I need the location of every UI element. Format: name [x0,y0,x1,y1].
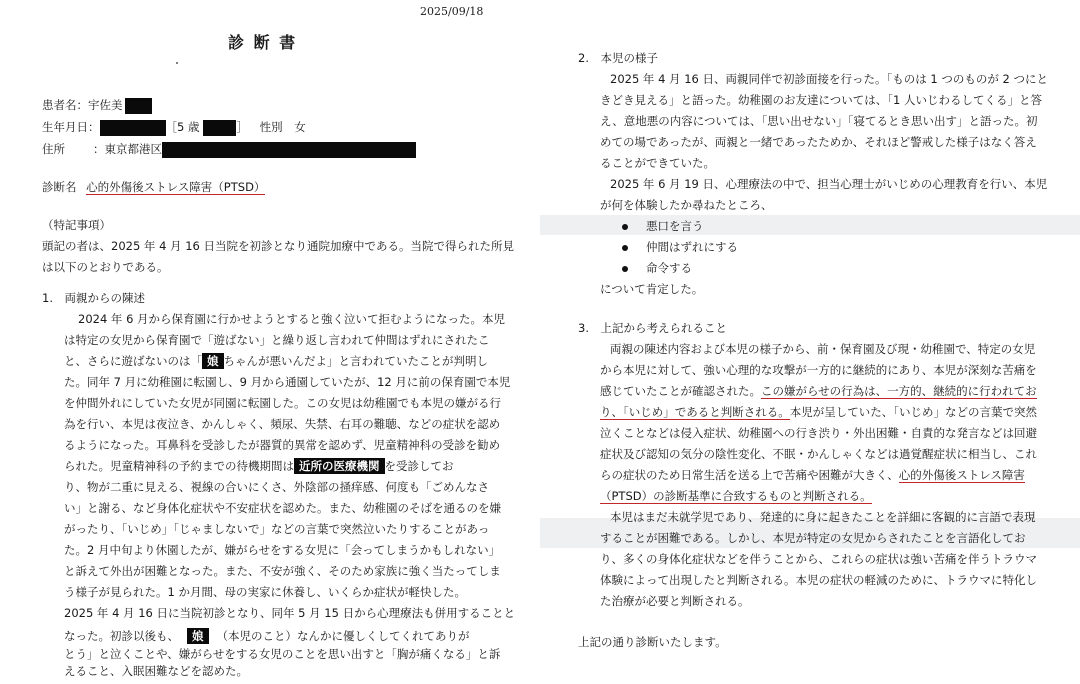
bullet-text: 仲間はずれにする [646,240,738,254]
section-3-text: らの症状のため日常生活を送る上で苦痛や困難が大きく、 [600,468,899,482]
section-1-line [64,351,488,373]
closing-statement: 上記の通り診断いたします。 [578,635,727,649]
section-1-line: とう」と泣くことや、嫌がらせをする女児のことを思い出すと「胸が痛くなる」と訴 [64,647,501,661]
special-notes-heading: （特記事項） [42,218,111,232]
section-3-line: から本児に対して、強い心理的な攻撃が一方的に継続的にあり、本児が深刻な苦痛を [600,363,1037,377]
section-1-heading: 1. 両親からの陳述 [42,291,145,305]
section-1-line: は特定の女児から保育園で「遊ばない」と繰り返し言われて仲間はずれにされたこ [64,333,490,347]
section-1-line: い」と謝る、など身体化症状や不安症状を認めた。また、幼稚園のそばを通るのを嫌 [64,501,501,515]
section-3-line [600,486,872,508]
section-3-text: 本児が呈していた、「いじめ」などの言葉で突然 [789,405,1037,419]
underlined-diagnosis: 心的外傷後ストレス障害 [898,468,1025,482]
bullet-item [622,216,704,238]
sex-label: 性別 [259,120,283,134]
section-1-line: えること、入眠困難などを認めた。 [64,664,248,678]
bullet-icon [622,245,628,251]
section-3-line: た治療が必要と判断される。 [600,594,750,608]
diagnosis-label: 診断名 [42,180,77,194]
section-1-text: られた。児童精神科の予約までの待機期間は [64,459,294,473]
address-label: 住所 [42,142,65,156]
right-page [540,0,1080,684]
section-1-line: た。2 月中旬より休園したが、嫌がらせをする女児に「会ってしまうかもしれない」 [64,543,501,557]
diagnosis-row [42,177,265,199]
section-3-line: 症状及び認知の気分の陰性変化、不眠・かんしゃくなどは過覚醒症状に相当し、これ [600,447,1037,461]
section-1-line: う様子が見られた。1 か月間、母の実家に休養し、いくらか症状が軽快した。 [64,585,466,599]
section-3-line: 両親の陳述内容および本児の様子から、前・保育園及び現・幼稚園で、特定の女児 [610,342,1036,356]
scan-speck [176,62,178,64]
bullet-icon [622,224,628,230]
section-2-line: 2025 年 4 月 16 日、両親同伴で初診面接を行った。「ものは 1 つのものが 2 つにと [610,72,1048,86]
document-date: 2025/09/18 [420,5,484,18]
redacted-name-label: 娘 [187,628,209,644]
section-2-line: めての場であったが、両親と一緒であったためか、それほど警戒した様子はなく答え [600,135,1037,149]
underlined-finding: り、「いじめ」であると判断される。 [600,405,790,419]
section-1-line: た。同年 7 月に幼稚園に転園し、9 月から通園していたが、12 月に前の保育園で本児 [64,375,511,389]
redaction-bar [162,142,416,158]
dob-label: 生年月日： [42,120,100,134]
sex-value: 女 [294,120,306,134]
section-3-line: することが困難である。しかし、本児が特定の女児からされたことを言語化してお [600,531,1026,545]
section-1-line: 2025 年 4 月 16 日に当院初診となり、同年 5 月 15 日から心理療法も併用することと [64,606,516,620]
underlined-finding: この嫌がらせの行為は、一方的、継続的に行われてお [761,384,1037,398]
redaction-bar [203,120,236,136]
section-2-line: について肯定した。 [600,282,704,296]
section-1-text: （本児のこと）なんかに優しくしてくれてありが [216,629,470,643]
section-3-line: り、多くの身体化症状などを伴うことから、これらの症状は強い苦痛を伴うトラウマ [600,552,1037,566]
bullet-item [622,258,692,280]
section-1-text: なった。初診以後も、 [64,629,179,643]
section-2-line: ることができていた。 [600,156,715,170]
section-3-line [600,381,1037,403]
section-1-text: ちゃんが悪いんだよ」と言われていたことが判明し [223,354,488,368]
section-3-line: 体験によって出現したと判断される。本児の症状の軽減のために、トラウマに特化し [600,573,1037,587]
section-1-line: 為を行い、本児は夜泣き、かんしゃく、頻尿、失禁、右耳の難聴、などの症状を認め [64,417,501,431]
bullet-icon [622,266,628,272]
redacted-clinic-label: 近所の医療機関 [294,458,385,474]
section-1-text: と、さらに遊ばないのは「 [64,354,202,368]
section-1-line: り、物が二重に見える、視線の合いにくさ、外陰部の掻痒感、何度も「ごめんなさ [64,480,490,494]
section-1-text: を受診してお [384,459,454,473]
patient-name-row [42,95,152,117]
section-2-line: きどき見える」と語った。幼稚園のお友達については、「1 人いじわるしてくる」と答 [600,93,1042,107]
age-open: ［5 歳 [165,120,200,134]
scan-shadow [540,215,1080,235]
address-value: ：東京都港区 [93,142,162,156]
diagnosis-value: 心的外傷後ストレス障害（PTSD） [86,180,266,194]
bullet-text: 命令する [646,261,692,275]
age-close: ］ [236,120,248,134]
section-2-line: え、意地悪の内容については、「思い出せない」「寝てるとき思い出す」と語った。初 [600,114,1038,128]
section-3-line [600,402,1037,424]
bullet-item [622,237,738,259]
special-notes-line: 頭記の者は、2025 年 4 月 16 日当院を初診となり通院加療中である。当院で得られた所見 [42,239,514,253]
patient-name-value: ：宇佐美 [76,98,123,112]
patient-dob-row [42,117,306,139]
section-3-line: 泣くことなどは侵入症状、幼稚園への行き渋り・外出困難・自責的な発言などは回避 [600,426,1037,440]
section-3-heading: 3. 上記から考えられること [578,321,727,335]
section-2-line: が何を体験したか尋ねたところ、 [600,198,773,212]
section-1-line [64,456,454,478]
bullet-text: 悪口を言う [646,219,704,233]
section-3-text: 感じていたことが確認された。 [600,384,761,398]
section-2-line: 2025 年 6 月 19 日、心理療法の中で、担当心理士がいじめの心理教育を行い、本児 [610,177,1048,191]
redacted-name-label: 娘 [202,353,224,369]
section-3-line: 本児はまだ未就学児であり、発達的に身に起きたことを詳細に客観的に言語で表現 [610,510,1036,524]
patient-address-row [42,139,416,161]
underlined-diagnosis: （PTSD）の診断基準に合致するものと判断される。 [600,489,872,503]
section-1-line [64,627,470,645]
redaction-bar [100,120,166,136]
patient-name-label: 患者名 [42,98,77,112]
redaction-bar [125,98,152,114]
section-2-heading: 2. 本児の様子 [578,51,658,65]
document-title: 診 断 書 [228,33,298,52]
section-1-line: がったり、「いじめ」「じゃましないで」などの言葉で突然泣いたりすることがあっ [64,522,490,536]
section-1-line: 2024 年 6 月から保育園に行かせようとすると強く泣いて拒むようになった。本児 [78,312,506,326]
section-1-line: と訴えて外出が困難となった。また、不安が強く、そのため家族に強く当たってしま [64,564,501,578]
section-1-line: るようになった。耳鼻科を受診したが器質的異常を認めず、児童精神科の受診を勧め [64,438,501,452]
special-notes-line: は以下のとおりである。 [42,260,169,274]
section-3-line [600,465,1025,487]
section-1-line: を仲間外れにしていた女児が同園に転園した。この女児は幼稚園でも本児の嫌がる行 [64,396,501,410]
